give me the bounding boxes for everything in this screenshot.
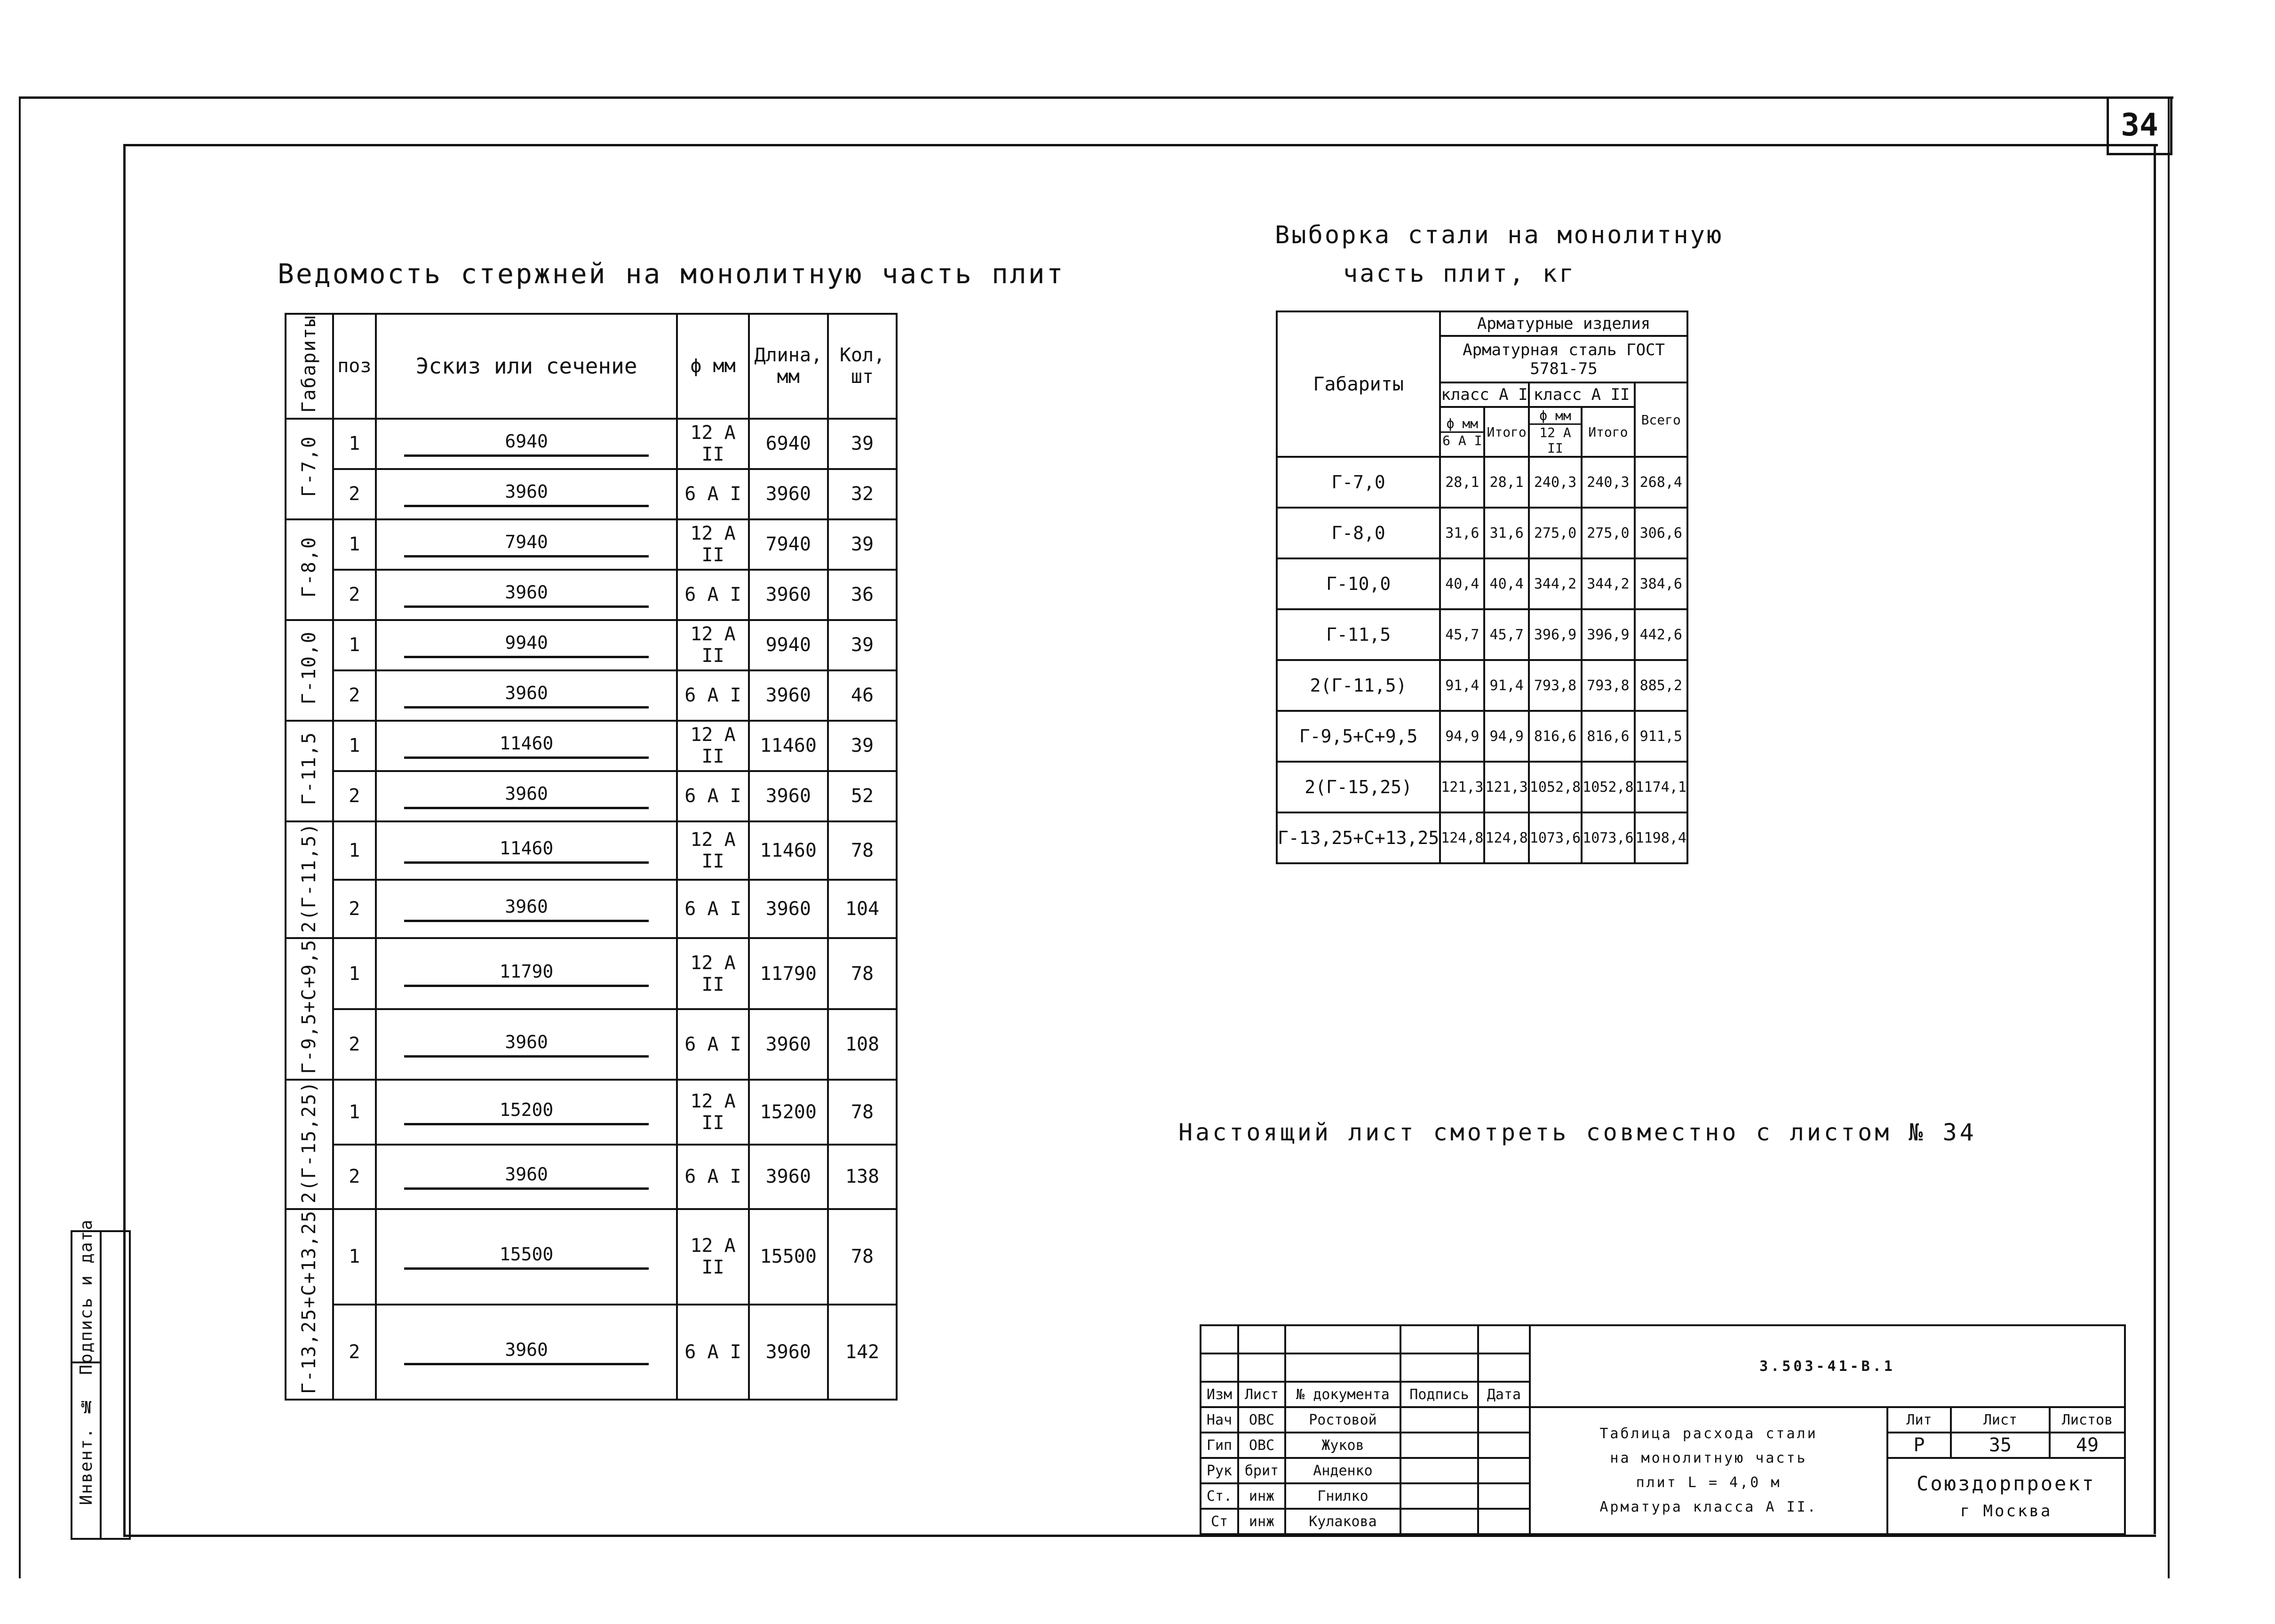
table-row (1277, 558, 1687, 609)
table-row (286, 419, 897, 469)
frame-top-line (19, 96, 2173, 99)
rod-sketch (376, 670, 677, 721)
rod-dia: 12 А II (677, 721, 748, 771)
steel-header-itogo1: Итого (1484, 407, 1528, 457)
steel-header-gabarity: Габариты (1277, 311, 1440, 457)
steel-grand-total: 384,6 (1635, 558, 1687, 609)
stamp-sign-2 (1400, 1458, 1478, 1483)
table-row (286, 1209, 897, 1305)
rod-group-name (286, 519, 333, 620)
table-row (286, 1009, 897, 1080)
stamp-date-3 (1478, 1483, 1530, 1509)
steel-header-itogo2: Итого (1582, 407, 1634, 457)
rod-sketch-dimension: 3960 (404, 896, 649, 922)
rod-sketch-dimension: 3960 (404, 1032, 649, 1058)
rod-schedule-table (285, 313, 898, 1401)
steel-a1-value: 40,4 (1440, 558, 1484, 609)
stamp-date-0 (1478, 1407, 1530, 1433)
steel-header-dia2 (1529, 407, 1582, 457)
steel-a1-value: 94,9 (1440, 711, 1484, 762)
steel-a2-value: 793,8 (1529, 660, 1582, 711)
stamp-sheet-label: Лист (1951, 1407, 2050, 1433)
rod-sketch (376, 771, 677, 821)
steel-gabarit: Г-10,0 (1277, 558, 1440, 609)
rod-length: 3960 (749, 570, 828, 620)
rod-group-name (286, 938, 333, 1080)
steel-a2-total: 396,9 (1582, 609, 1634, 660)
steel-a2-value: 240,3 (1529, 457, 1582, 508)
rod-qty: 108 (828, 1009, 897, 1080)
rod-pos: 1 (333, 519, 376, 570)
rod-group-name (286, 620, 333, 721)
steel-a1-value: 28,1 (1440, 457, 1484, 508)
table-row (1277, 609, 1687, 660)
side-stamp-signature: Подпись и дата (72, 1232, 102, 1363)
steel-selection-title-line2: часть плит, кг (1343, 260, 1576, 288)
rod-qty: 39 (828, 419, 897, 469)
rod-pos: 2 (333, 1305, 376, 1400)
frame-left-line (19, 96, 21, 1578)
stamp-dept-1: ОВС (1238, 1433, 1285, 1458)
rod-pos: 1 (333, 419, 376, 469)
table-row (286, 880, 897, 938)
steel-a1-total: 31,6 (1484, 508, 1528, 558)
rod-header-sketch: Эскиз или сечение (376, 314, 677, 419)
rod-sketch (376, 821, 677, 880)
frame-right-line (2168, 96, 2170, 1578)
rod-dia: 6 А I (677, 771, 748, 821)
rod-sketch (376, 419, 677, 469)
rod-length: 15200 (749, 1080, 828, 1144)
rod-dia: 6 А I (677, 570, 748, 620)
rod-pos: 1 (333, 1080, 376, 1144)
rod-group-label: Г-7,0 (298, 436, 320, 497)
stamp-sheet: 35 (1951, 1433, 2050, 1458)
rod-group-name (286, 721, 333, 821)
table-row (1277, 711, 1687, 762)
rod-length: 11460 (749, 821, 828, 880)
rod-pos: 2 (333, 1145, 376, 1209)
rod-header-dia: ϕ мм (677, 314, 748, 419)
steel-a2-total: 1052,8 (1582, 762, 1634, 812)
steel-grand-total: 885,2 (1635, 660, 1687, 711)
rod-length: 3960 (749, 670, 828, 721)
steel-a2-value: 344,2 (1529, 558, 1582, 609)
stamp-dept-0: ОВС (1238, 1407, 1285, 1433)
steel-header-dia1 (1440, 407, 1484, 457)
table-row (286, 519, 897, 570)
rod-length: 3960 (749, 1145, 828, 1209)
rod-pos: 2 (333, 771, 376, 821)
steel-grand-total: 442,6 (1635, 609, 1687, 660)
rod-sketch (376, 721, 677, 771)
rod-qty: 32 (828, 469, 897, 519)
stamp-name-3: Гнилко (1285, 1483, 1400, 1509)
steel-header-steel: Арматурная сталь ГОСТ 5781-75 (1440, 336, 1687, 382)
steel-gabarit: Г-7,0 (1277, 457, 1440, 508)
table-row (286, 1080, 897, 1144)
table-row (1277, 762, 1687, 812)
rod-group-label: 2(Г-15,25) (298, 1081, 320, 1204)
table-row (286, 821, 897, 880)
rod-schedule-title: Ведомость стержней на монолитную часть плит (278, 258, 1065, 290)
rod-sketch (376, 620, 677, 670)
steel-a2-total: 344,2 (1582, 558, 1634, 609)
rod-qty: 52 (828, 771, 897, 821)
table-row (286, 469, 897, 519)
rod-sketch-dimension: 3960 (404, 1164, 649, 1190)
steel-header-dia2-label: ϕ мм (1539, 408, 1571, 423)
rod-group-name (286, 419, 333, 519)
steel-a1-total: 40,4 (1484, 558, 1528, 609)
title-block (1200, 1324, 2126, 1535)
steel-a1-total: 28,1 (1484, 457, 1528, 508)
table-row (286, 721, 897, 771)
rod-header-row (286, 314, 897, 419)
rod-dia: 12 А II (677, 821, 748, 880)
rod-sketch-dimension: 9940 (404, 632, 649, 658)
inner-border-right (2154, 144, 2156, 1534)
rod-sketch-dimension: 11460 (404, 733, 649, 759)
steel-header-class2: класс А II (1529, 382, 1635, 407)
rod-group-label: Г-11,5 (298, 732, 320, 805)
stamp-role-0: Нач (1201, 1407, 1238, 1433)
stamp-stage-label: Лит (1887, 1407, 1951, 1433)
rod-qty: 78 (828, 821, 897, 880)
sheet-number: 34 (2107, 96, 2172, 155)
rod-qty: 46 (828, 670, 897, 721)
steel-grand-total: 306,6 (1635, 508, 1687, 558)
title-block-code: 3.503-41-В.1 (1530, 1325, 2125, 1407)
table-row (1277, 660, 1687, 711)
rod-qty: 78 (828, 938, 897, 1009)
steel-a1-value: 124,8 (1440, 812, 1484, 863)
title-line-1: Таблица расхода стали (1599, 1425, 1818, 1442)
steel-a2-total: 816,6 (1582, 711, 1634, 762)
table-row (286, 1305, 897, 1400)
stamp-date-1 (1478, 1433, 1530, 1458)
stamp-org-name: Союздорпроект (1917, 1472, 2096, 1495)
rod-dia: 6 А I (677, 1009, 748, 1080)
steel-a1-total: 121,3 (1484, 762, 1528, 812)
rod-header-qty: Кол, шт (828, 314, 897, 419)
table-row (286, 938, 897, 1009)
rod-pos: 2 (333, 469, 376, 519)
stamp-name-1: Жуков (1285, 1433, 1400, 1458)
rod-pos: 1 (333, 821, 376, 880)
rod-pos: 2 (333, 1009, 376, 1080)
steel-header-dia2-value: 12 А II (1530, 423, 1581, 456)
rod-length: 3960 (749, 1305, 828, 1400)
steel-header-dia1-label: ϕ мм (1446, 415, 1479, 431)
stamp-role-4: Ст (1201, 1509, 1238, 1534)
rod-dia: 12 А II (677, 519, 748, 570)
steel-gabarit: 2(Г-11,5) (1277, 660, 1440, 711)
stamp-role-2: Рук (1201, 1458, 1238, 1483)
rod-dia: 6 А I (677, 670, 748, 721)
table-row (286, 1145, 897, 1209)
rod-sketch (376, 1009, 677, 1080)
rod-header-pos: поз (333, 314, 376, 419)
rod-dia: 12 А II (677, 1080, 748, 1144)
rod-sketch (376, 1209, 677, 1305)
steel-a2-value: 816,6 (1529, 711, 1582, 762)
steel-header-products: Арматурные изделия (1440, 311, 1687, 336)
steel-a1-value: 45,7 (1440, 609, 1484, 660)
title-line-2: на монолитную часть (1610, 1450, 1807, 1466)
rod-group-name (286, 1209, 333, 1400)
steel-selection-title-line1: Выборка стали на монолитную (1275, 221, 1724, 249)
stamp-role-1: Гип (1201, 1433, 1238, 1458)
rod-dia: 6 А I (677, 1145, 748, 1209)
rod-sketch (376, 880, 677, 938)
stamp-col-header: № документа (1285, 1382, 1400, 1407)
rod-qty: 138 (828, 1145, 897, 1209)
rod-group-label: Г-8,0 (298, 536, 320, 598)
rod-sketch-dimension: 15200 (404, 1099, 649, 1125)
rod-sketch-dimension: 3960 (404, 683, 649, 709)
rod-sketch (376, 1080, 677, 1144)
rod-sketch (376, 1145, 677, 1209)
rod-qty: 78 (828, 1209, 897, 1305)
steel-grand-total: 911,5 (1635, 711, 1687, 762)
title-line-3: плит L = 4,0 м (1636, 1474, 1782, 1491)
steel-a2-total: 1073,6 (1582, 812, 1634, 863)
steel-a1-total: 91,4 (1484, 660, 1528, 711)
stamp-org-city: г Москва (1960, 1501, 2052, 1521)
inner-border-top (123, 144, 2158, 146)
stamp-sign-1 (1400, 1433, 1478, 1458)
stamp-date-2 (1478, 1458, 1530, 1483)
rod-length: 3960 (749, 880, 828, 938)
rod-length: 6940 (749, 419, 828, 469)
steel-a1-value: 91,4 (1440, 660, 1484, 711)
stamp-org (1887, 1458, 2125, 1534)
steel-a2-total: 240,3 (1582, 457, 1634, 508)
rod-qty: 39 (828, 519, 897, 570)
steel-selection-table (1276, 310, 1688, 864)
steel-a2-value: 396,9 (1529, 609, 1582, 660)
table-row (286, 670, 897, 721)
table-row (1277, 457, 1687, 508)
rod-sketch-dimension: 3960 (404, 481, 649, 507)
steel-a1-value: 121,3 (1440, 762, 1484, 812)
steel-a2-total: 275,0 (1582, 508, 1634, 558)
stamp-col-header: Подпись (1400, 1382, 1478, 1407)
rod-pos: 2 (333, 880, 376, 938)
steel-header-dia1-value: 6 А I (1441, 431, 1483, 448)
rod-sketch-dimension: 3960 (404, 1339, 649, 1365)
rod-length: 3960 (749, 1009, 828, 1080)
rod-pos: 1 (333, 620, 376, 670)
stamp-sign-0 (1400, 1407, 1478, 1433)
steel-gabarit: Г-13,25+С+13,25 (1277, 812, 1440, 863)
stamp-date-4 (1478, 1509, 1530, 1534)
rod-dia: 12 А II (677, 1209, 748, 1305)
rod-length: 3960 (749, 469, 828, 519)
steel-a1-total: 45,7 (1484, 609, 1528, 660)
rod-sketch-dimension: 6940 (404, 431, 649, 457)
note-text: Настоящий лист смотреть совместно с листом № 34 (1178, 1119, 1977, 1146)
steel-header-vsego: Всего (1635, 382, 1687, 457)
steel-gabarit: Г-9,5+С+9,5 (1277, 711, 1440, 762)
rod-header-length: Длина, мм (749, 314, 828, 419)
rod-sketch-dimension: 11790 (404, 961, 649, 987)
stamp-sign-4 (1400, 1509, 1478, 1534)
steel-a1-value: 31,6 (1440, 508, 1484, 558)
side-stamp-inventory: Инвент. № (72, 1363, 102, 1538)
rod-dia: 12 А II (677, 620, 748, 670)
rod-length: 3960 (749, 771, 828, 821)
rod-length: 7940 (749, 519, 828, 570)
rod-pos: 2 (333, 670, 376, 721)
rod-sketch-dimension: 3960 (404, 582, 649, 608)
table-row (286, 570, 897, 620)
rod-qty: 39 (828, 721, 897, 771)
rod-dia: 12 А II (677, 419, 748, 469)
steel-a2-total: 793,8 (1582, 660, 1634, 711)
steel-grand-total: 1198,4 (1635, 812, 1687, 863)
rod-dia: 6 А I (677, 469, 748, 519)
rod-sketch (376, 519, 677, 570)
rod-pos: 1 (333, 1209, 376, 1305)
rod-qty: 104 (828, 880, 897, 938)
rod-length: 11460 (749, 721, 828, 771)
rod-dia: 12 А II (677, 938, 748, 1009)
rod-group-name (286, 821, 333, 939)
rod-group-name (286, 1080, 333, 1209)
table-row (286, 771, 897, 821)
steel-a1-total: 124,8 (1484, 812, 1528, 863)
rod-dia: 6 А I (677, 1305, 748, 1400)
rod-sketch-dimension: 3960 (404, 783, 649, 809)
table-row (286, 620, 897, 670)
stamp-name-0: Ростовой (1285, 1407, 1400, 1433)
stamp-dept-2: брит (1238, 1458, 1285, 1483)
stamp-dept-4: инж (1238, 1509, 1285, 1534)
steel-a2-value: 275,0 (1529, 508, 1582, 558)
steel-grand-total: 268,4 (1635, 457, 1687, 508)
rod-group-label: 2(Г-11,5) (298, 822, 320, 933)
rod-group-label: Г-9,5+С+9,5 (298, 939, 320, 1075)
stamp-col-header: Изм (1201, 1382, 1238, 1407)
stamp-sheets: 49 (2050, 1433, 2125, 1458)
stamp-name-2: Анденко (1285, 1458, 1400, 1483)
rod-sketch (376, 938, 677, 1009)
rod-sketch-dimension: 11460 (404, 838, 649, 864)
table-row (1277, 508, 1687, 558)
rod-sketch (376, 1305, 677, 1400)
stamp-dept-3: инж (1238, 1483, 1285, 1509)
rod-qty: 78 (828, 1080, 897, 1144)
rod-qty: 36 (828, 570, 897, 620)
table-row (1277, 812, 1687, 863)
rod-sketch (376, 469, 677, 519)
steel-header-class1: класс А I (1440, 382, 1529, 407)
rod-qty: 142 (828, 1305, 897, 1400)
rod-group-label: Г-10,0 (298, 631, 320, 705)
side-stamp (71, 1218, 131, 1540)
steel-a2-value: 1052,8 (1529, 762, 1582, 812)
rod-dia: 6 А I (677, 880, 748, 938)
rod-sketch (376, 570, 677, 620)
steel-a2-value: 1073,6 (1529, 812, 1582, 863)
steel-a1-total: 94,9 (1484, 711, 1528, 762)
rod-length: 15500 (749, 1209, 828, 1305)
rod-group-label: Г-13,25+С+13,25 (298, 1210, 320, 1394)
title-block-title (1530, 1407, 1887, 1534)
rod-sketch-dimension: 15500 (404, 1244, 649, 1270)
rod-sketch-dimension: 7940 (404, 532, 649, 557)
steel-grand-total: 1174,1 (1635, 762, 1687, 812)
stamp-name-4: Кулакова (1285, 1509, 1400, 1534)
steel-gabarit: Г-11,5 (1277, 609, 1440, 660)
rod-length: 11790 (749, 938, 828, 1009)
rod-header-gabarity: Габариты (286, 314, 333, 419)
steel-gabarit: Г-8,0 (1277, 508, 1440, 558)
stamp-stage: Р (1887, 1433, 1951, 1458)
title-line-4: Арматура класса А II. (1599, 1499, 1818, 1515)
stamp-role-3: Ст. (1201, 1483, 1238, 1509)
steel-gabarit: 2(Г-15,25) (1277, 762, 1440, 812)
stamp-sheets-label: Листов (2050, 1407, 2125, 1433)
stamp-sign-3 (1400, 1483, 1478, 1509)
rod-pos: 1 (333, 938, 376, 1009)
rod-qty: 39 (828, 620, 897, 670)
stamp-col-header: Дата (1478, 1382, 1530, 1407)
stamp-col-header: Лист (1238, 1382, 1285, 1407)
rod-pos: 1 (333, 721, 376, 771)
rod-length: 9940 (749, 620, 828, 670)
rod-pos: 2 (333, 570, 376, 620)
